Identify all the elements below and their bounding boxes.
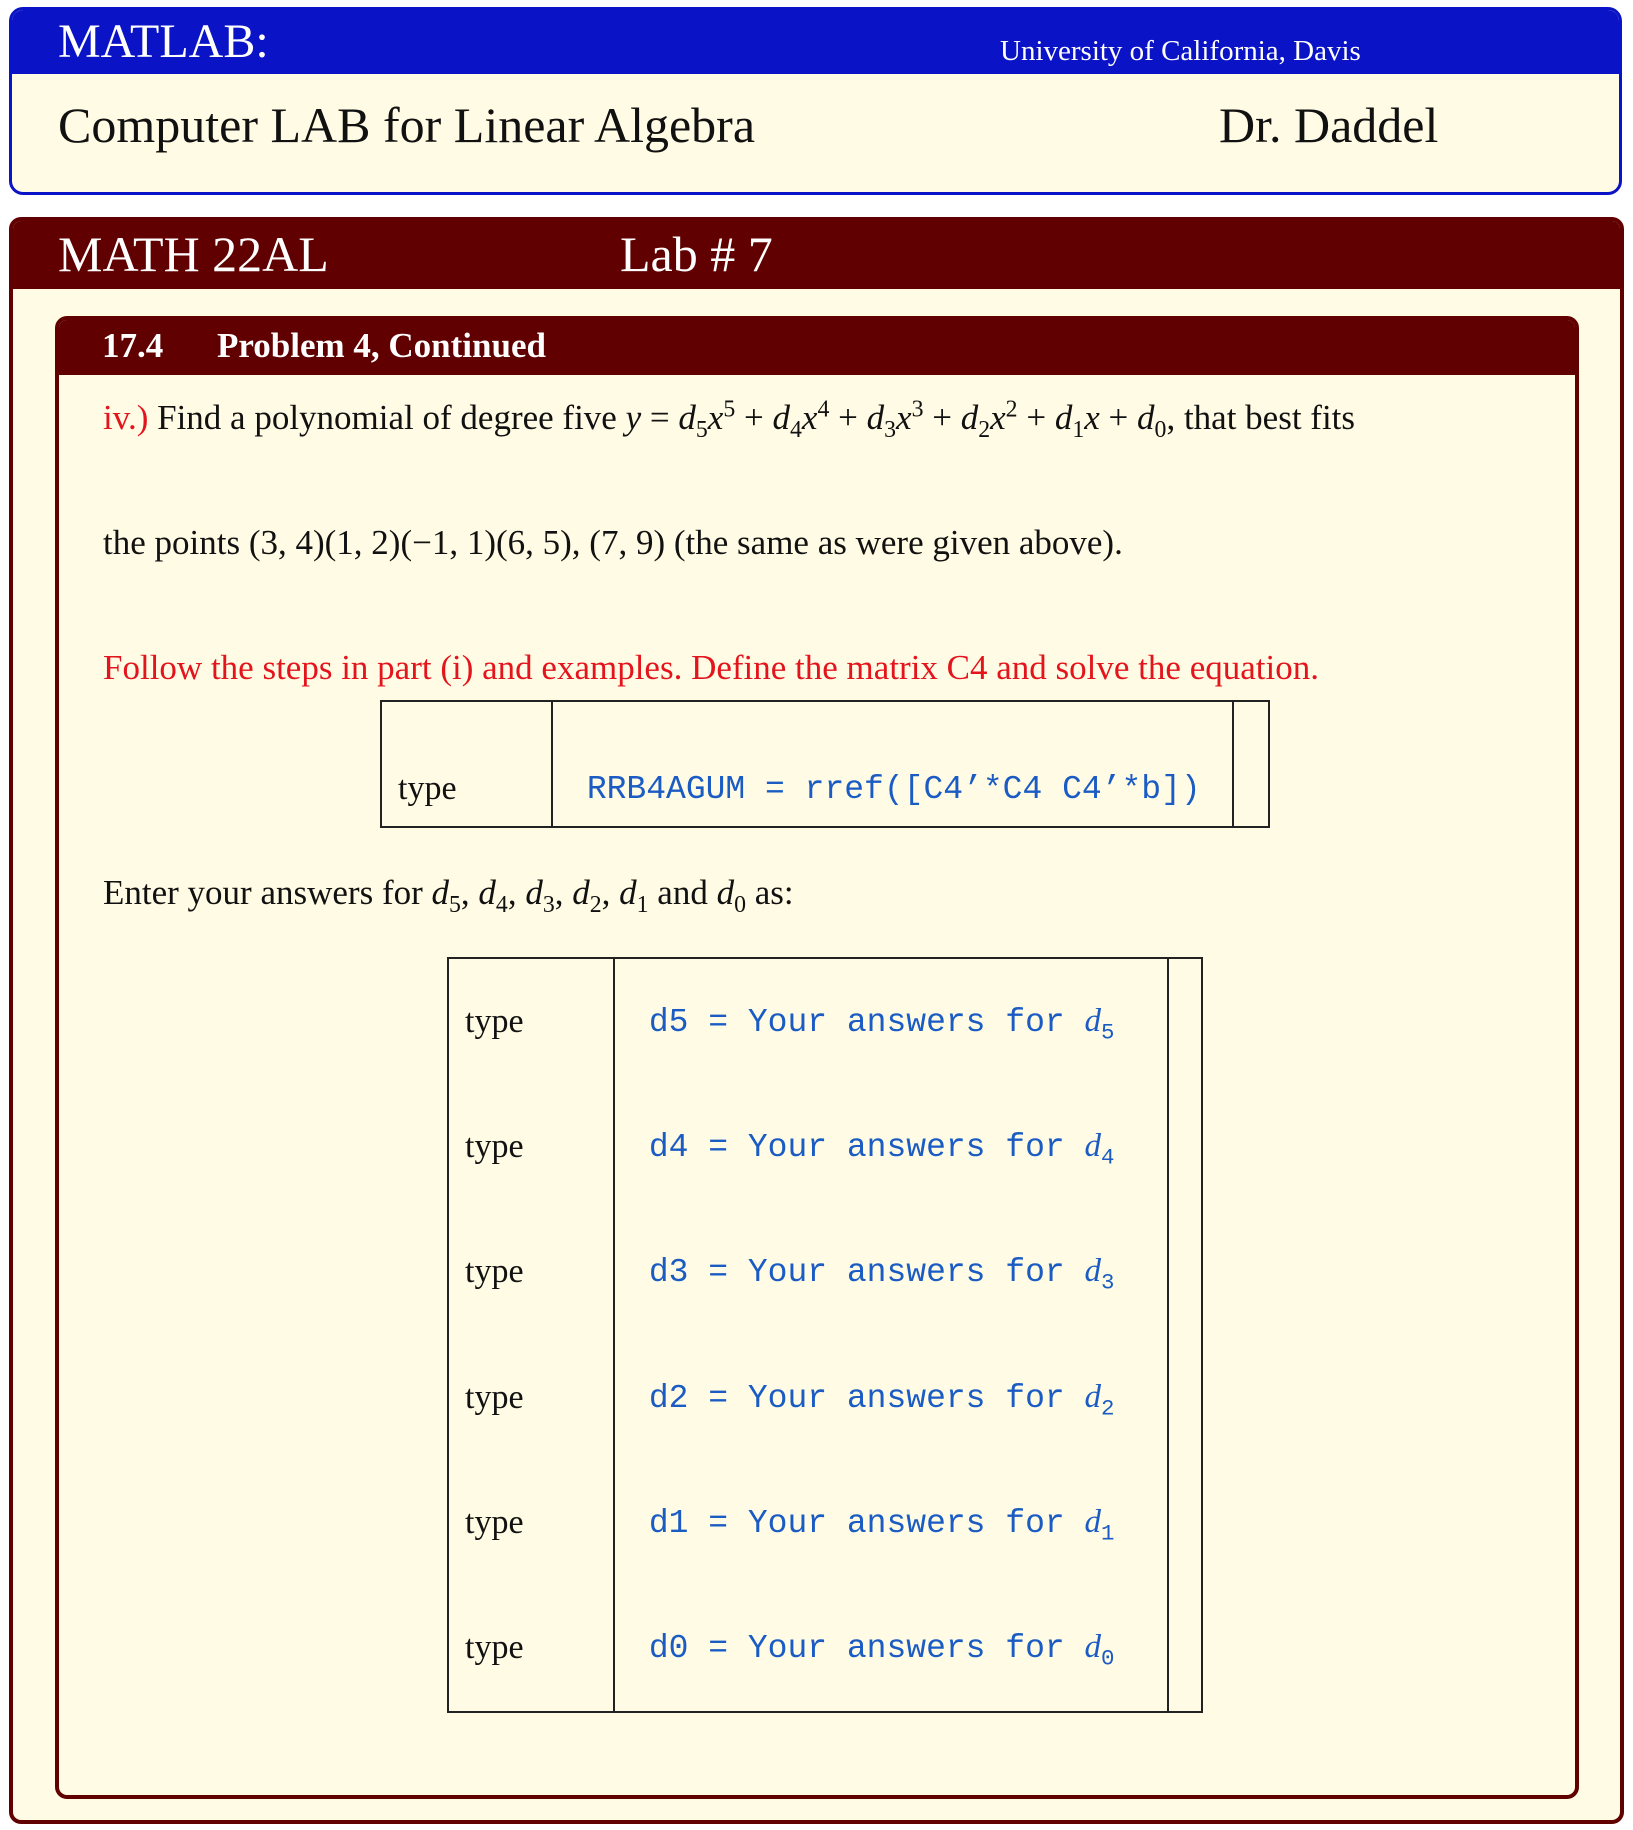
answer-spacer: [1168, 1586, 1202, 1712]
lab-course: MATH 22AL: [58, 226, 329, 282]
answer-row: [448, 1210, 1202, 1335]
answer-spacer: [1168, 1084, 1202, 1209]
lab-number: Lab # 7: [620, 226, 773, 282]
polynomial-formula: $y = d_5x^5 + d_4x^4 + d_3x^3 + d_2x^2 + d_1x + d_0$: [625, 396, 1167, 443]
answer-spacer: [1168, 1210, 1202, 1335]
answer-code-d2[interactable]: d2 = Your answers for $d_2$: [614, 1335, 1168, 1460]
problem-statement-line-1: [103, 396, 1356, 443]
answer-row: [448, 1084, 1202, 1209]
answer-spacer: [1168, 1335, 1202, 1460]
answer-type-label: type: [448, 1335, 614, 1460]
statement-text-b: , that best fits: [1166, 398, 1356, 437]
problem-bar: [59, 320, 1575, 375]
header-app-title: MATLAB:: [58, 15, 269, 68]
problem-number: 17.4: [102, 326, 164, 365]
header-course-title: Computer LAB for Linear Algebra: [58, 97, 756, 153]
answer-code-d0[interactable]: d0 = Your answers for $d_0$: [614, 1586, 1168, 1712]
header-bar: [12, 10, 1619, 74]
header-university: University of California, Davis: [1000, 35, 1361, 67]
answer-spacer: [1168, 958, 1202, 1084]
answers-intro-text-a: Enter your answers for: [103, 873, 423, 912]
answers-table: [447, 957, 1203, 1713]
answers-intro-text-b: as:: [754, 873, 794, 912]
command-spacer: [1233, 701, 1269, 827]
command-row: [381, 701, 1269, 827]
answer-code-d1[interactable]: d1 = Your answers for $d_1$: [614, 1460, 1168, 1585]
answer-type-label: type: [448, 1084, 614, 1209]
answer-type-label: type: [448, 1586, 614, 1712]
answers-intro-and: and: [657, 873, 708, 912]
problem-title: Problem 4, Continued: [217, 326, 546, 365]
header-box: [9, 7, 1622, 195]
lab-box: [9, 217, 1624, 1824]
answer-row: [448, 1586, 1202, 1712]
command-type-label: type: [381, 701, 552, 827]
answers-intro-var-d0: $d_0$: [716, 873, 746, 918]
lab-bar: [13, 221, 1620, 289]
answer-type-label: type: [448, 958, 614, 1084]
answer-code-d4[interactable]: d4 = Your answers for $d_4$: [614, 1084, 1168, 1209]
answer-type-label: type: [448, 1460, 614, 1585]
command-code[interactable]: RRB4AGUM = rref([C4’*C4 C4’*b]): [552, 701, 1234, 827]
answer-code-d5[interactable]: d5 = Your answers for $d_5$: [614, 958, 1168, 1084]
instruction-text: Follow the steps in part (i) and examples. Define the matrix C4 and solve the equation.: [103, 648, 1319, 687]
answer-row: [448, 958, 1202, 1084]
part-label: iv.): [103, 398, 149, 437]
answers-intro-vars: $d_5$, $d_4$, $d_3$, $d_2$, $d_1$: [431, 873, 649, 918]
answer-row: [448, 1335, 1202, 1460]
command-table: [380, 700, 1270, 828]
problem-statement-line-2: the points (3, 4)(1, 2)(−1, 1)(6, 5), (7, 9) (the same as were given above).: [103, 523, 1123, 562]
problem-box: [55, 316, 1579, 1799]
statement-text-a: Find a polynomial of degree five: [157, 398, 617, 437]
answer-code-d3[interactable]: d3 = Your answers for $d_3$: [614, 1210, 1168, 1335]
answer-spacer: [1168, 1460, 1202, 1585]
answers-intro: [103, 873, 794, 918]
answer-type-label: type: [448, 1210, 614, 1335]
header-instructor: Dr. Daddel: [1219, 97, 1439, 153]
answer-row: [448, 1460, 1202, 1585]
